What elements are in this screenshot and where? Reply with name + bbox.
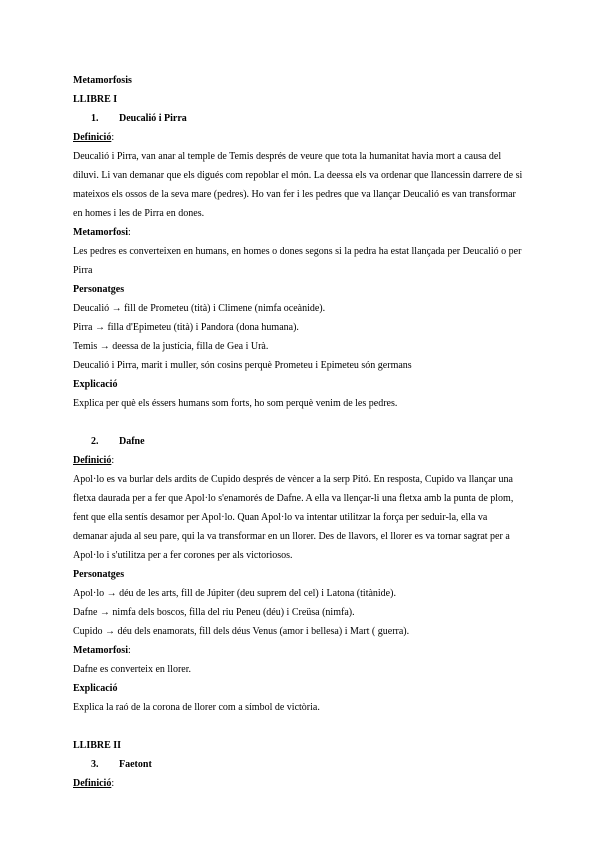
book-1-title: LLIBRE I — [73, 94, 118, 105]
section-2-character-line: Apol·lo → déu de les arts, fill de Júpiter (deu suprem del cel) i Latona (titànide). — [73, 588, 396, 599]
section-2-character-line: Cupido → déu dels enamorats, fill dels déus Venus (amor i bellesa) i Mart ( guerra). — [73, 626, 410, 637]
section-1-metamorphosis-line: Les pedres es converteixen en humans, en homes o dones segons si la pedra ha estat llançada per Deucalió o per — [73, 246, 522, 257]
spacer — [73, 413, 535, 432]
section-1-character-line: Deucalió i Pirra, marit i muller, són cosins perquè Prometeu i Epimeteu són germans — [73, 360, 412, 371]
book-2-title: LLIBRE II — [73, 740, 122, 751]
section-1-explanation-line: Explica per què els éssers humans som forts, ho som perquè venim de les pedres. — [73, 398, 398, 409]
section-2-definition-line: Apol·lo es va burlar dels ardits de Cupido després de vèncer a la serp Pitó. En resposta, Cupido va llançar una — [73, 474, 513, 485]
section-3-definition-label: Definició — [73, 778, 112, 789]
section-2-metamorphosis-label: Metamorfosi — [73, 645, 128, 656]
section-3-definition-heading — [73, 774, 535, 793]
section-2-number: 2. — [91, 436, 99, 447]
section-1-definition-line: diluvi. Li van demanar que els digués com repoblar el món. La deessa els va ordenar que llancessin darrere de si — [73, 170, 523, 181]
section-2-metamorphosis-line: Dafne es converteix en llorer. — [73, 664, 192, 675]
section-1-title: Deucalió i Pirra — [119, 113, 187, 124]
section-2-definition-line: Apol·lo i s'utilitza per a fer corones per als victoriosos. — [73, 550, 293, 561]
section-2-definition-line: fent que ella sentís desamor per Apol·lo. Quan Apol·lo va intentar utilitzar la força per seduir-la, ella va — [73, 512, 488, 523]
colon: : — [111, 778, 115, 789]
section-2-explanation-line: Explica la raó de la corona de llorer com a símbol de victòria. — [73, 702, 320, 713]
section-2-title: Dafne — [119, 436, 145, 447]
section-2-definition-heading — [73, 451, 535, 470]
colon: : — [111, 132, 115, 143]
section-3-title: Faetont — [119, 759, 152, 770]
colon: : — [127, 227, 131, 238]
section-2-definition-label: Definició — [73, 455, 112, 466]
spacer — [73, 717, 535, 736]
section-2-metamorphosis-heading — [73, 641, 535, 660]
section-1-metamorphosis-heading — [73, 223, 535, 242]
section-2-definition-line: demanar ajuda al seu pare, qui la va transformar en un llorer. Des de llavors, el llorer es va tornar sagrat per a — [73, 531, 510, 542]
section-1-explanation-label: Explicació — [73, 379, 118, 390]
section-1-characters-label: Personatges — [73, 284, 125, 295]
section-1-definition-line: en homes i les de Pirra en dones. — [73, 208, 205, 219]
section-1-definition-label: Definició — [73, 132, 112, 143]
section-1-metamorphosis-label: Metamorfosi — [73, 227, 128, 238]
document-title: Metamorfosis — [73, 75, 132, 86]
section-3-heading — [73, 755, 535, 774]
section-2-character-line: Dafne → nimfa dels boscos, filla del riu Peneu (déu) i Creüsa (nimfa). — [73, 607, 355, 618]
section-1-character-line: Deucalió → fill de Prometeu (tità) i Climene (nimfa oceànide). — [73, 303, 326, 314]
section-2-heading — [73, 432, 535, 451]
colon: : — [111, 455, 115, 466]
colon: : — [127, 645, 131, 656]
section-1-definition-heading — [73, 128, 535, 147]
section-1-heading — [73, 109, 535, 128]
section-1-number: 1. — [91, 113, 99, 124]
section-2-explanation-label: Explicació — [73, 683, 118, 694]
document-content — [73, 71, 535, 793]
section-1-character-line: Temis → deessa de la justícia, filla de Gea i Urà. — [73, 341, 269, 352]
section-3-number: 3. — [91, 759, 99, 770]
section-1-character-line: Pirra → filla d'Epimeteu (tità) i Pandora (dona humana). — [73, 322, 299, 333]
section-1-metamorphosis-line: Pirra — [73, 265, 93, 276]
section-1-definition-line: mateixos els ossos de la seva mare (pedres). Ho van fer i les pedres que va llançar Deucalió es van transformar — [73, 189, 516, 200]
section-2-definition-line: fletxa daurada per a fer que Apol·lo s'enamorés de Dafne. A ella va llençar-li una fletxa amb la punta de plom, — [73, 493, 514, 504]
section-2-characters-label: Personatges — [73, 569, 125, 580]
section-1-definition-line: Deucalió i Pirra, van anar al temple de Temis després de veure que tota la humanitat havia mort a causa del — [73, 151, 502, 162]
